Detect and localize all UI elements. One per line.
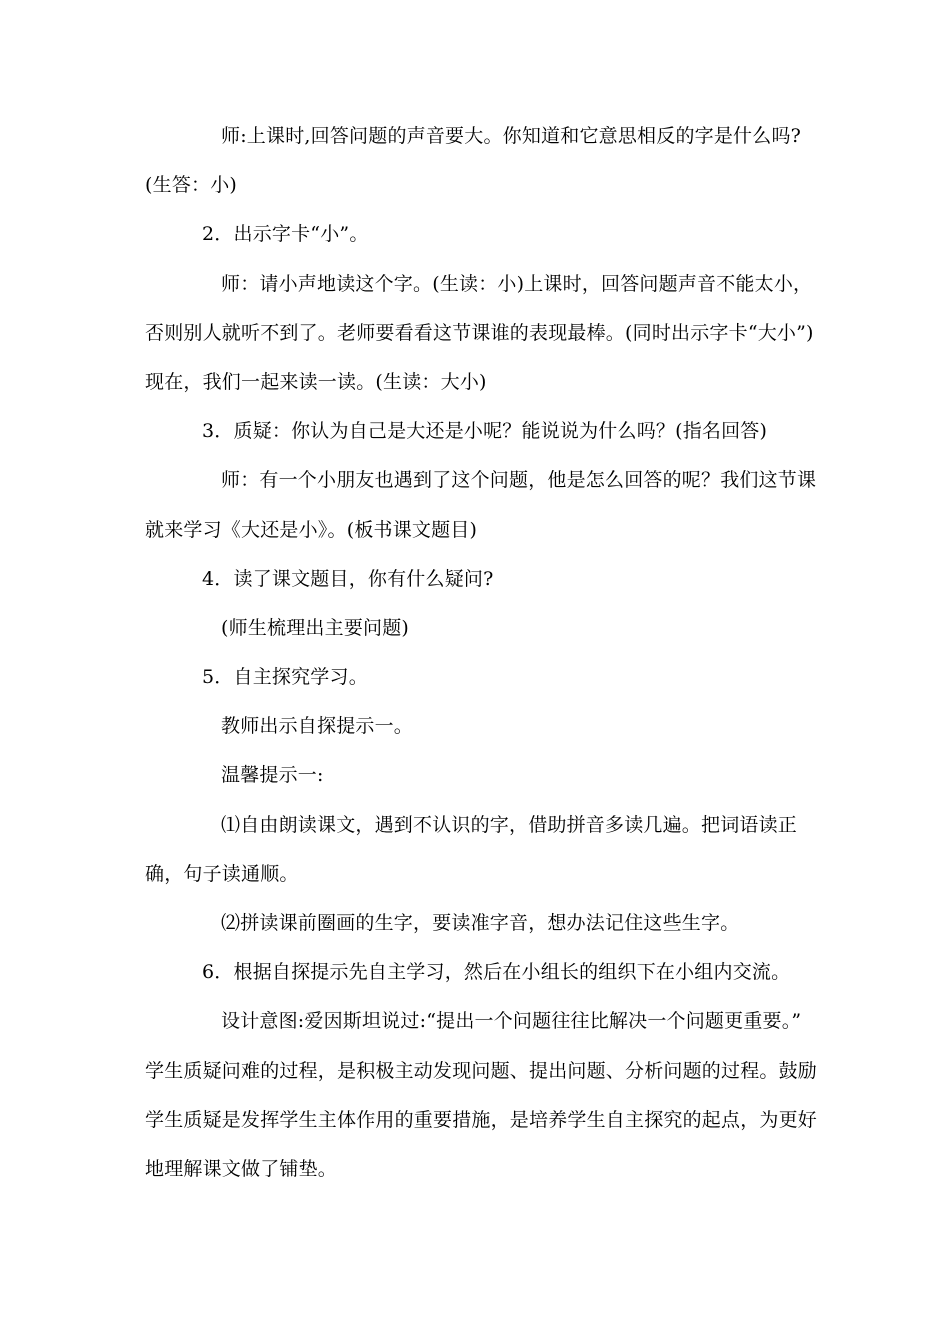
numbered-item-5: 5．自主探究学习。	[202, 666, 368, 689]
text-line: 地理解课文做了铺垫。	[145, 1157, 338, 1180]
text-line: 就来学习《大还是小》。(板书课文题目)	[145, 518, 478, 541]
document-page	[145, 112, 818, 1194]
design-intent: 设计意图:爱因斯坦说过:“提出一个问题往往比解决一个问题更重要。”	[221, 1010, 802, 1033]
text-line: 学生质疑问难的过程，是积极主动发现问题、提出问题、分析问题的过程。鼓励	[145, 1059, 818, 1082]
text-line: 现在，我们一起来读一读。(生读：大小)	[145, 370, 487, 393]
numbered-item-3: 3．质疑：你认为自己是大还是小呢？能说说为什么吗？(指名回答)	[202, 420, 768, 443]
text-line: 否则别人就听不到了。老师要看看这节课谁的表现最棒。(同时出示字卡“大小”)	[145, 321, 814, 344]
text-line: 确，句子读通顺。	[145, 862, 299, 885]
tip-item-1: ⑴自由朗读课文，遇到不认识的字，借助拼音多读几遍。把词语读正	[221, 813, 798, 836]
numbered-item-2: 2．出示字卡“小”。	[202, 223, 369, 246]
numbered-item-4: 4．读了课文题目，你有什么疑问?	[202, 567, 494, 590]
numbered-item-6: 6．根据自探提示先自主学习，然后在小组长的组织下在小组内交流。	[202, 961, 791, 984]
tip-item-2: ⑵拼读课前圈画的生字，要读准字音，想办法记住这些生字。	[221, 912, 740, 934]
text-line: 师:上课时,回答问题的声音要大。你知道和它意思相反的字是什么吗?	[221, 125, 802, 147]
text-line: 学生质疑是发挥学生主体作用的重要措施，是培养学生自主探究的起点，为更好	[145, 1108, 818, 1131]
text-line: (生答：小)	[145, 174, 238, 197]
text-line: (师生梳理出主要问题)	[221, 616, 410, 639]
tip-heading: 温馨提示一:	[221, 764, 324, 787]
text-line: 师：有一个小朋友也遇到了这个问题，他是怎么回答的呢？我们这节课	[221, 469, 817, 492]
text-line: 教师出示自探提示一。	[221, 715, 414, 738]
text-line: 师：请小声地读这个字。(生读：小)上课时，回答问题声音不能太小，	[221, 272, 813, 295]
